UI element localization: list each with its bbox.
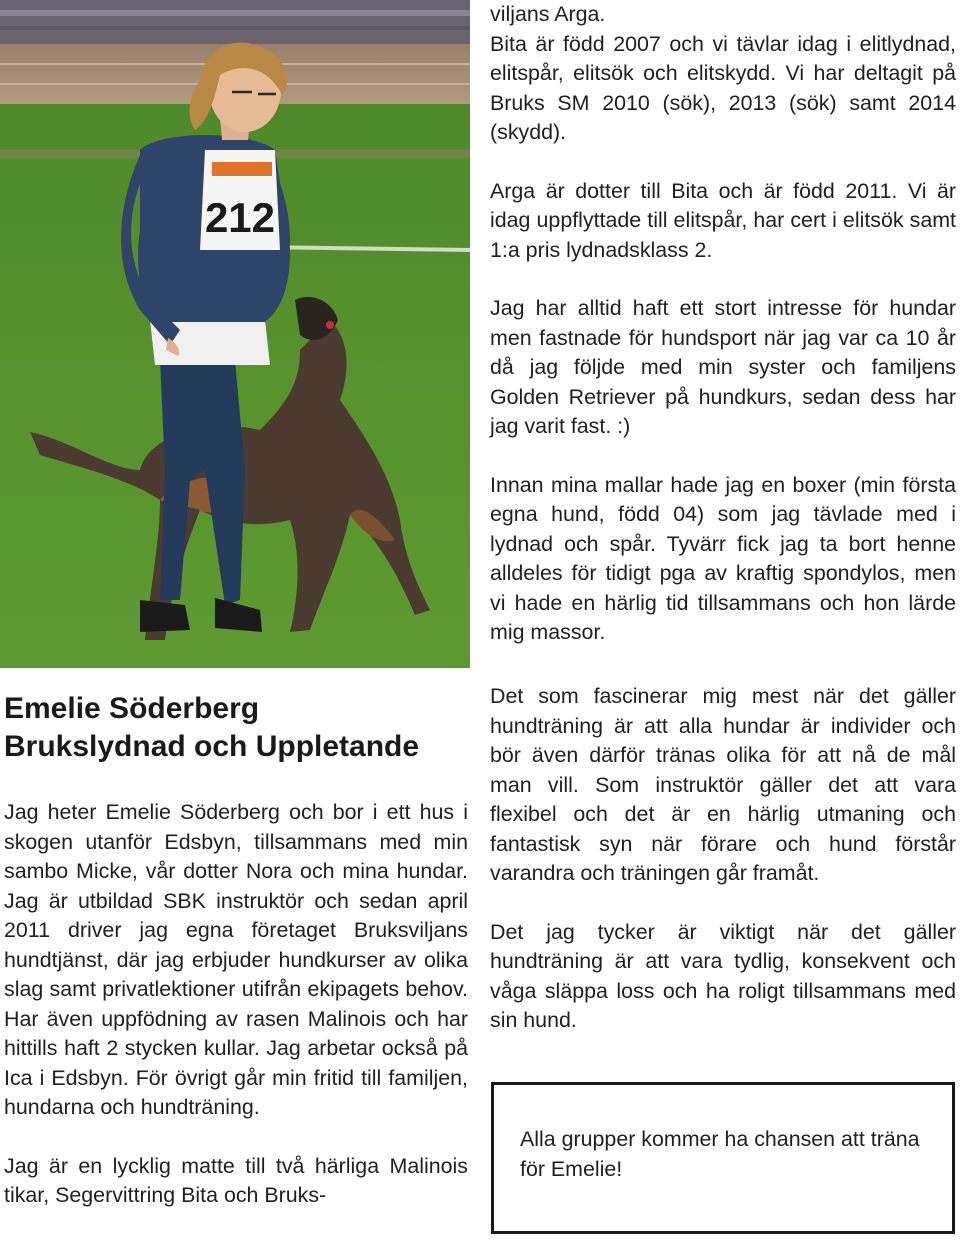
left-column-text [4, 690, 468, 1211]
bib-number: 212 [204, 194, 276, 241]
callout-text: Alla grupper kommer ha chansen att träna för Emelie! [520, 1127, 920, 1181]
paragraph: Jag heter Emelie Söderberg och bor i ett hus i skogen utanför Edsbyn, tillsammans med min sambo Micke, vår dotter Nora och mina hundar. Jag är utbildad SBK instruktör och sedan april 2011 driver jag egna företaget Bruksviljans hundtjänst, där jag erbjuder hundkurser av olika slag samt privatlektioner utifrån ekipagets behov. Har även uppfödning av rasen Malinois och har hittills haft 2 stycken kullar. Jag arbetar också på Ica i Edsbyn. För övrigt går min fritid till familjen, hundarna och hundträning. [4, 800, 468, 1119]
article-heading [4, 690, 468, 766]
photo-illustration [0, 0, 470, 668]
paragraph: Arga är dotter till Bita och är född 2011. Vi är idag uppflyttade till elitspår, har cert i elitsök samt 1:a pris lydnadsklass 2. [490, 178, 956, 262]
paragraph: viljans Arga. Bita är född 2007 och vi tävlar idag i elitlydnad, elitspår, elitsök och elitskydd. Vi har deltagit på Bruks SM 2010 (sök), 2013 (sök) samt 2014 (skydd). [490, 2, 956, 144]
stands [0, 0, 470, 48]
paragraph: Jag har alltid haft ett stort intresse för hundar men fastnade för hundsport när jag var ca 10 år då jag följde med min syster och familjens Golden Retriever på hundkurs, sedan dess har jag varit fast. :) [490, 296, 956, 438]
heading-subtitle: Brukslydnad och Uppletande [4, 730, 420, 763]
article-photo [0, 0, 470, 668]
paragraph: Innan mina mallar hade jag en boxer (min första egna hund, född 04) som jag tävlade med i lydnad och spår. Tyvärr fick jag ta bort henne alldeles för tidigt pga av kraftig spondylos, men vi hade en härlig tid tillsammans och hon lärde mig massor. [490, 472, 956, 644]
paragraph: Jag är en lycklig matte till två härliga Malinois tikar, Segervittring Bita och Bruks- [4, 1153, 468, 1207]
right-column-text [490, 0, 956, 648]
callout-box [491, 1082, 955, 1234]
paragraph: Det som fascinerar mig mest när det gäller hundträning är att alla hundar är individer och bör även därför tränas olika för att nå de mål man vill. Som instruktör gäller det att vara flexibel och det är en härlig utmaning och fantastisk syn när förare och hund förstår varandra och träningen går framåt. [490, 684, 956, 885]
heading-name: Emelie Söderberg [4, 692, 260, 725]
paragraph: Det jag tycker är viktigt när det gäller hundträning är att vara tydlig, konsekvent och våga släppa loss och ha roligt tillsammans med sin hund. [490, 919, 956, 1032]
right-column-lower-text [490, 682, 956, 1036]
